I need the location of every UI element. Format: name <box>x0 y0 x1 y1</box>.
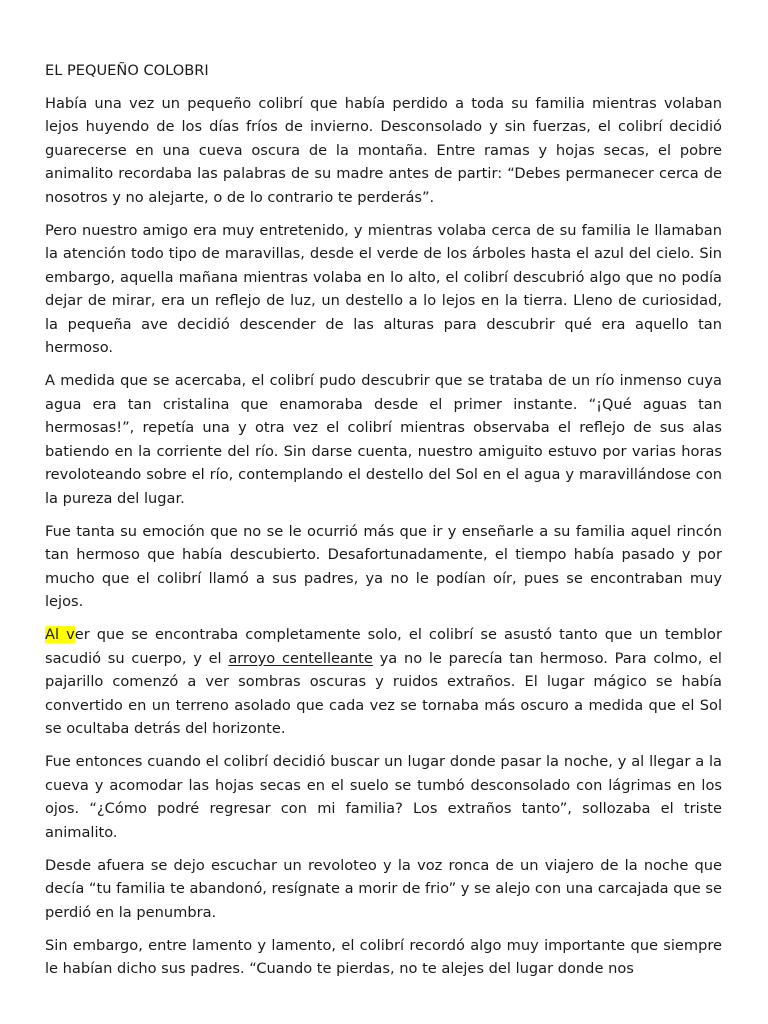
paragraph-4: Fue tanta su emoción que no se le ocurrió más que ir y enseñarle a su familia aquel rincón tan hermoso que había descubierto. Desafortunadamente, el tiempo había pasado y por mucho que el colibrí llamó a sus padres, ya no le podían oír, pues se encontraban muy lejos. <box>45 522 722 610</box>
paragraph-1: Había una vez un pequeño colibrí que había perdido a toda su familia mientras volaban lejos huyendo de los días fríos de invierno. Desconsolado y sin fuerzas, el colibrí decidió guarecerse en una cueva oscura de la montaña. Entre ramas y hojas secas, el pobre animalito recordaba las palabras de su madre antes de partir: “Debes permanecer cerca de nosotros y no alejarte, o de lo contrario te perderás”. <box>45 94 722 206</box>
paragraph-3: A medida que se acercaba, el colibrí pudo descubrir que se trataba de un río inmenso cuya agua era tan cristalina que enamoraba desde el primer instante. “¡Qué aguas tan hermosas!”, repetía una y otra vez el colibrí mientras observaba el reflejo de sus alas batiendo en la corriente del río. Sin darse cuenta, nuestro amiguito estuvo por varias horas revoloteando sobre el río, contemplando el destello del Sol en el agua y maravillándose con la pureza del lugar. <box>45 372 722 507</box>
paragraph-8: Sin embargo, entre lamento y lamento, el colibrí recordó algo muy importante que siempre le habían dicho sus padres. “Cuando te pierdas, no te alejes del lugar donde nos <box>45 936 722 977</box>
paragraph-2: Pero nuestro amigo era muy entretenido, y mientras volaba cerca de su familia le llamaban la atención todo tipo de maravillas, desde el verde de los árboles hasta el azul del cielo. Sin embargo, aquella mañana mientras volaba en lo alto, el colibrí descubrió algo que no podía dejar de mirar, era un reflejo de luz, un destello a lo lejos en la tierra. Lleno de curiosidad, la pequeña ave decidió descender de las alturas para descubrir qué era aquello tan hermoso. <box>45 221 722 356</box>
paragraph-5-part-1: er que se encontraba completamente solo, el colibrí se asustó tanto que un temblor sacudió su cuerpo, y el <box>45 626 722 667</box>
document-title: EL PEQUEÑO COLOBRI <box>45 62 209 79</box>
document-body <box>45 59 722 990</box>
paragraph-7: Desde afuera se dejo escuchar un revoloteo y la voz ronca de un viajero de la noche que decía “tu familia te abandonó, resígnate a morir de frio” y se alejo con una carcajada que se perdió en la penumbra. <box>45 856 722 921</box>
underlined-text: arroyo centelleante <box>228 649 373 667</box>
paragraph-5-part-2: ya no le parecía tan hermoso. Para colmo, el pajarillo comenzó a ver sombras oscuras y ruidos extraños. El lugar mágico se había convertido en un terreno asolado que cada vez se tornaba más oscuro a medida que el Sol se ocultaba detrás del horizonte. <box>45 649 722 737</box>
paragraph-5 <box>45 623 722 741</box>
paragraph-6: Fue entonces cuando el colibrí decidió buscar un lugar donde pasar la noche, y al llegar a la cueva y acomodar las hojas secas en el suelo se tumbó desconsolado con lágrimas en los ojos. “¿Cómo podré regresar con mi familia? Los extraños tanto”, sollozaba el triste animalito. <box>45 753 722 841</box>
highlighted-text: Al v <box>45 626 75 643</box>
